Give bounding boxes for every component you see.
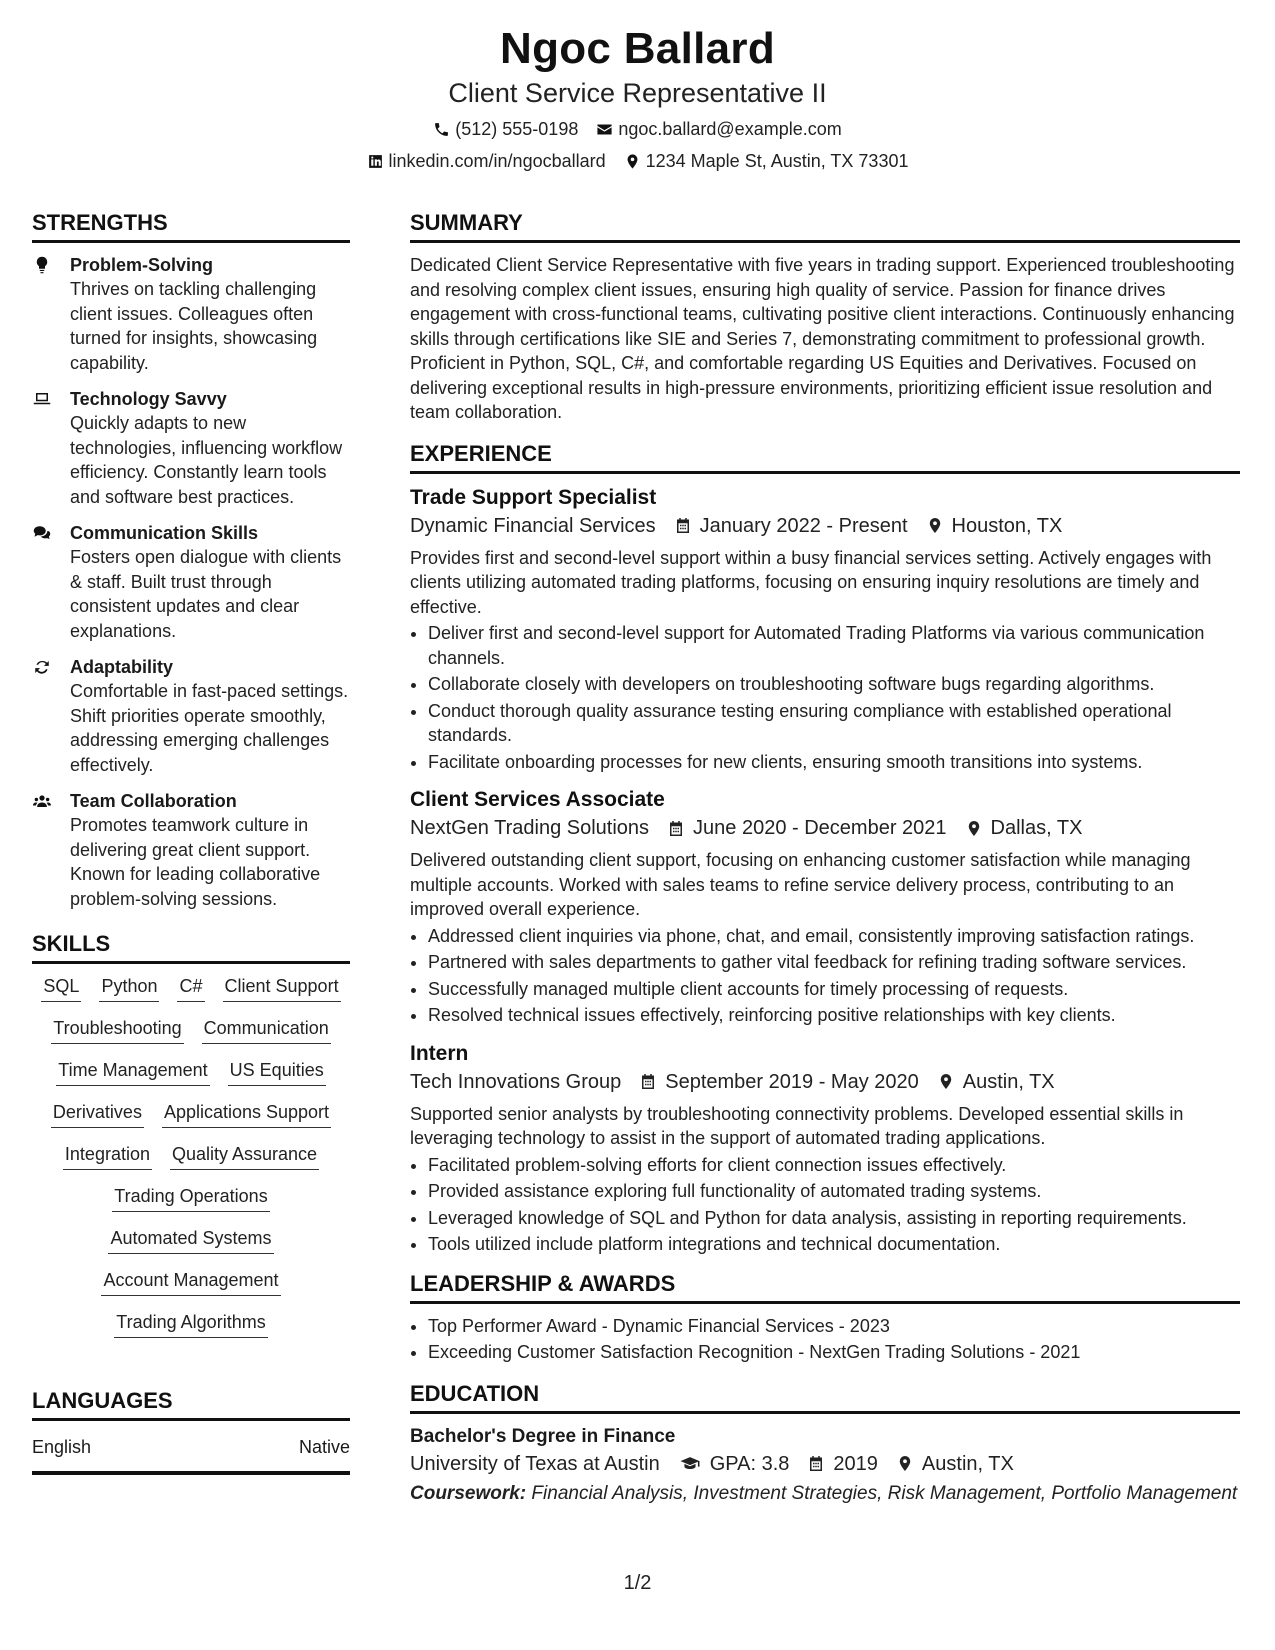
job-location: Houston, TX (951, 514, 1063, 537)
skill-tag: SQL (41, 974, 81, 1002)
summary-heading: SUMMARY (410, 208, 1240, 243)
job-entry (410, 786, 1240, 1028)
job-entry (410, 1040, 1240, 1257)
skill-tag: Time Management (56, 1058, 209, 1086)
list-item: • Leveraged knowledge of SQL and Python for data analysis, assisting in reporting requirements. (428, 1206, 1240, 1231)
list-item: • Facilitate onboarding processes for new clients, ensuring smooth transitions into systems. (428, 750, 1240, 775)
skill-tag: C# (177, 974, 204, 1002)
skill-tag: Derivatives (51, 1100, 144, 1128)
experience-section (410, 439, 1240, 1257)
language-name: English (32, 1437, 92, 1457)
strength-desc: Fosters open dialogue with clients & staff. Built trust through consistent updates and clear explanations. (70, 547, 342, 641)
strength-title: Problem-Solving (70, 255, 214, 275)
page-number: 1/2 (623, 1572, 652, 1594)
laptop-icon (32, 390, 52, 408)
job-company: NextGen Trading Solutions (410, 817, 650, 839)
list-item: • Collaborate closely with developers on troubleshooting software bugs regarding algorithms. (428, 672, 1240, 697)
education-gpa: GPA: 3.8 (709, 1452, 790, 1475)
strength-item (32, 655, 350, 777)
education-location: Austin, TX (921, 1452, 1014, 1475)
skills-list (32, 974, 350, 1352)
list-item: • Resolved technical issues effectively, reinforcing positive relationships with key clients. (428, 1003, 1240, 1028)
lightbulb-icon (32, 256, 52, 274)
skill-tag: US Equities (228, 1058, 326, 1086)
calendar-icon (674, 516, 692, 535)
comments-icon (32, 524, 52, 542)
skill-tag: Python (99, 974, 159, 1002)
education-coursework (410, 1482, 1240, 1506)
strength-title: Adaptability (70, 657, 174, 677)
skills-section (32, 929, 350, 1352)
skill-tag: Quality Assurance (170, 1142, 319, 1170)
linkedin-text[interactable]: linkedin.com/in/ngocballard (388, 151, 606, 171)
list-item: • Partnered with sales departments to gather vital feedback for refining trading software services. (428, 950, 1240, 975)
experience-heading: EXPERIENCE (410, 439, 1240, 474)
job-bullets (410, 1153, 1240, 1257)
strength-title: Communication Skills (70, 523, 259, 543)
skill-tag: Automated Systems (108, 1226, 273, 1254)
strength-desc: Thrives on tackling challenging client issues. Colleagues often turned for insights, showcasing capability. (70, 279, 318, 373)
job-meta (410, 814, 1240, 842)
job-title: Trade Support Specialist (410, 485, 657, 509)
education-heading: EDUCATION (410, 1379, 1240, 1414)
resume-header (0, 0, 1275, 174)
job-meta (410, 1068, 1240, 1096)
calendar-icon (639, 1072, 657, 1091)
list-item: • Deliver first and second-level support for Automated Trading Platforms via various communication channels. (428, 621, 1240, 670)
map-marker-icon (896, 1454, 914, 1473)
email-text[interactable]: ngoc.ballard@example.com (618, 119, 842, 139)
strength-desc: Comfortable in fast-paced settings. Shift priorities operate smoothly, addressing emerging challenges effectively. (70, 681, 349, 775)
skill-tag: Communication (202, 1016, 331, 1044)
languages-section (32, 1386, 350, 1475)
job-entry (410, 484, 1240, 775)
skill-tag: Trading Operations (112, 1184, 269, 1212)
skill-tag: Account Management (101, 1268, 280, 1296)
phone-text: (512) 555-0198 (455, 119, 579, 139)
education-year: 2019 (833, 1452, 878, 1475)
graduation-cap-icon (678, 1454, 702, 1473)
education-section (410, 1379, 1240, 1506)
left-column (32, 208, 350, 1475)
strengths-section (32, 208, 350, 911)
list-item: • Successfully managed multiple client accounts for timely processing of requests. (428, 977, 1240, 1002)
list-item: • Facilitated problem-solving efforts for client connection issues effectively. (428, 1153, 1240, 1178)
language-level: Native (298, 1437, 350, 1457)
map-marker-icon (965, 819, 983, 838)
awards-section (410, 1269, 1240, 1365)
users-icon (32, 792, 52, 810)
phone-contact (433, 116, 578, 142)
job-location: Austin, TX (962, 1070, 1055, 1093)
strengths-heading: STRENGTHS (32, 208, 350, 243)
list-item: • Provided assistance exploring full functionality of automated trading systems. (428, 1179, 1240, 1204)
strength-item (32, 789, 350, 911)
job-description: Supported senior analysts by troubleshooting connectivity problems. Developed essential skills in leveraging technology to assist in the support of automated trading applications. (410, 1103, 1184, 1148)
awards-list (410, 1314, 1240, 1365)
job-title: Client Services Associate (410, 788, 665, 811)
strength-item (32, 521, 350, 643)
education-school: University of Texas at Austin (410, 1452, 660, 1475)
strength-title: Team Collaboration (70, 791, 237, 811)
job-location: Dallas, TX (990, 817, 1083, 839)
linkedin-contact[interactable] (367, 148, 606, 174)
job-meta (410, 512, 1240, 540)
strength-item (32, 387, 350, 509)
job-dates: June 2020 - December 2021 (693, 817, 947, 839)
job-dates: September 2019 - May 2020 (665, 1070, 919, 1093)
skill-tag: Client Support (223, 974, 341, 1002)
job-description: Provides first and second-level support within a busy financial services setting. Actively engages with clients utilizing automated trading platforms, focusing on ensuring inquiry resolutions are timely and effective. (410, 547, 1212, 617)
skills-heading: SKILLS (32, 929, 350, 964)
list-item: • Exceeding Customer Satisfaction Recognition - NextGen Trading Solutions - 2021 (428, 1340, 1240, 1365)
envelope-icon (596, 121, 613, 138)
email-contact[interactable] (596, 116, 841, 142)
skill-tag: Trading Algorithms (114, 1310, 267, 1338)
summary-section (410, 208, 1240, 425)
job-title: Intern (410, 1041, 469, 1065)
job-bullets (410, 924, 1240, 1028)
linkedin-icon (367, 153, 384, 170)
job-company: Tech Innovations Group (410, 1070, 622, 1093)
candidate-title: Client Service Representative II (448, 78, 827, 108)
candidate-name: Ngoc Ballard (500, 24, 775, 73)
education-degree: Bachelor's Degree in Finance (410, 1425, 676, 1447)
skill-tag: Integration (63, 1142, 152, 1170)
languages-heading: LANGUAGES (32, 1386, 350, 1421)
job-description: Delivered outstanding client support, focusing on enhancing customer satisfaction while managing multiple accounts. Worked with sales teams to refine service delivery process, contributing to an improved overall experience. (410, 850, 1191, 919)
list-item: • Addressed client inquiries via phone, chat, and email, consistently improving satisfaction ratings. (428, 924, 1240, 949)
coursework-label: Coursework: (410, 1482, 527, 1504)
skill-tag: Troubleshooting (51, 1016, 183, 1044)
list-item: • Conduct thorough quality assurance testing ensuring compliance with established operational standards. (428, 699, 1240, 748)
language-row (32, 1435, 350, 1475)
list-item: • Tools utilized include platform integrations and technical documentation. (428, 1232, 1240, 1257)
job-company: Dynamic Financial Services (410, 514, 656, 537)
address-contact (624, 148, 909, 174)
calendar-icon (807, 1454, 825, 1473)
strength-desc: Promotes teamwork culture in delivering great client support. Known for leading collaborative problem-solving sessions. (70, 815, 321, 909)
map-marker-icon (926, 516, 944, 535)
list-item: • Top Performer Award - Dynamic Financial Services - 2023 (428, 1314, 1240, 1339)
map-marker-icon (624, 153, 641, 170)
sync-icon (32, 658, 52, 676)
calendar-icon (667, 819, 685, 838)
phone-icon (433, 121, 450, 138)
summary-text: Dedicated Client Service Representative with five years in trading support. Experienced troubleshooting and resolving complex client issues, ensuring high quality of service. Passion for finance drives engagement with cross-functional teams, cultivating positive client interactions. Continuously enhancing skills through certifications like SIE and Series 7, demonstrating commitment to professional growth. Proficient in Python, SQL, C#, and comfortable regarding US Equities and Derivatives. Focused on delivering exceptional results in high-pressure environments, prioritizing efficient issue resolution and team collaboration. (410, 255, 1235, 422)
education-meta (410, 1450, 1240, 1478)
contact-row-1 (0, 116, 1275, 142)
coursework-text: Financial Analysis, Investment Strategies, Risk Management, Portfolio Management (531, 1482, 1238, 1504)
strength-desc: Quickly adapts to new technologies, influencing workflow efficiency. Constantly learn tools and software best practices. (70, 413, 343, 507)
job-dates: January 2022 - Present (699, 514, 908, 537)
map-marker-icon (937, 1072, 955, 1091)
strength-title: Technology Savvy (70, 389, 227, 409)
job-bullets (410, 621, 1240, 774)
address-text: 1234 Maple St, Austin, TX 73301 (645, 151, 909, 171)
contact-row-2 (0, 148, 1275, 174)
strength-item (32, 253, 350, 375)
right-column (410, 208, 1240, 1506)
awards-heading: LEADERSHIP & AWARDS (410, 1269, 1240, 1304)
skill-tag: Applications Support (162, 1100, 331, 1128)
